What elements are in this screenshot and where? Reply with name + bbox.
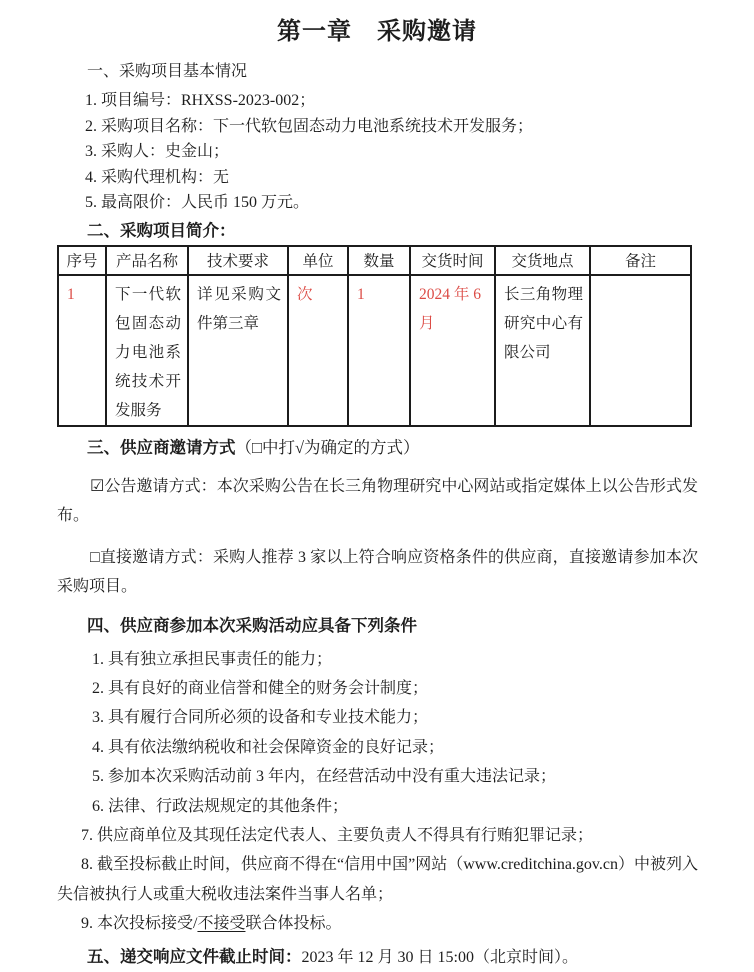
basic-info-list xyxy=(57,88,697,216)
cell-delivery-place: 长三角物理研究中心有限公司 xyxy=(495,275,590,426)
cell-unit: 次 xyxy=(288,275,348,426)
invitation-option-announcement xyxy=(57,472,698,530)
condition-item-9-suffix: 联合体投标。 xyxy=(245,915,342,933)
condition-item-6: 6. 法律、行政法规规定的其他条件； xyxy=(92,797,349,815)
cell-delivery-time: 2024 年 6 月 xyxy=(410,275,495,426)
cell-product-name: 下一代软包固态动力电池系统技术开发服务 xyxy=(106,275,188,426)
procurement-summary-table xyxy=(57,245,692,427)
basic-info-item-project-no: 1. 项目编号：RHXSS-2023-002； xyxy=(85,92,316,109)
option-direct-text: 直接邀请方式：采购人推荐 3 家以上符合响应资格条件的供应商，直接邀请参加本次采购项目。 xyxy=(57,548,698,595)
section-5-deadline-line xyxy=(87,942,697,972)
checked-checkbox-icon: ☑ xyxy=(90,477,105,495)
cell-remark xyxy=(590,275,691,426)
page-title: 第一章 采购邀请 xyxy=(277,19,477,45)
section-4-heading: 四、供应商参加本次采购活动应具备下列条件 xyxy=(87,615,417,635)
section-5-heading: 五、递交响应文件截止时间： xyxy=(87,946,302,966)
table-row xyxy=(58,275,691,426)
table-header-row xyxy=(58,246,691,275)
table-header-qty: 数量 xyxy=(348,246,410,275)
condition-item-2: 2. 具有良好的商业信誉和健全的财务会计制度； xyxy=(92,679,429,697)
option-announcement-text: 公告邀请方式：本次采购公告在长三角物理研究中心网站或指定媒体上以公告形式发布。 xyxy=(57,477,698,524)
basic-info-item-price-cap: 5. 最高限价：人民币 150 万元。 xyxy=(85,194,310,211)
condition-item-3: 3. 具有履行合同所必须的设备和专业技术能力； xyxy=(92,709,429,727)
condition-item-7: 7. 供应商单位及其现任法定代表人、主要负责人不得具有行贿犯罪记录； xyxy=(81,826,594,844)
condition-item-9 xyxy=(57,909,698,938)
table-header-delivery-place: 交货地点 xyxy=(495,246,590,275)
table-header-unit: 单位 xyxy=(288,246,348,275)
condition-item-5: 5. 参加本次采购活动前 3 年内，在经营活动中没有重大违法记录； xyxy=(92,768,557,786)
section-2-heading: 二、采购项目简介： xyxy=(87,220,236,240)
table-header-delivery-time: 交货时间 xyxy=(410,246,495,275)
condition-item-9-not-accept: 不接受 xyxy=(197,915,246,933)
basic-info-item-agency: 4. 采购代理机构：无 xyxy=(85,168,230,186)
condition-item-1: 1. 具有独立承担民事责任的能力； xyxy=(92,650,333,668)
condition-item-4: 4. 具有依法缴纳税收和社会保障资金的良好记录； xyxy=(92,738,445,756)
cell-tech-req: 详见采购文件第三章 xyxy=(188,275,288,426)
section-3-heading-title: 三、供应商邀请方式 xyxy=(87,437,236,457)
basic-info-item-project-name: 2. 采购项目名称：下一代软包固态动力电池系统技术开发服务； xyxy=(85,117,534,135)
deadline-value: 2023 年 12 月 30 日 15:00（北京时间）。 xyxy=(301,948,578,966)
condition-item-9-prefix: 9. 本次投标接受/ xyxy=(81,915,198,933)
cell-seq: 1 xyxy=(58,275,106,426)
supplier-conditions-list xyxy=(57,645,697,939)
cell-qty: 1 xyxy=(348,275,410,426)
invitation-option-direct xyxy=(57,543,698,601)
table-header-seq: 序号 xyxy=(58,246,106,275)
unchecked-checkbox-icon: □ xyxy=(90,548,100,566)
table-header-remark: 备注 xyxy=(590,246,691,275)
condition-item-8: 8. 截至投标截止时间，供应商不得在“信用中国”网站（www.creditchina.gov.cn）中被列入失信被执行人或重大税收违法案件当事人名单； xyxy=(57,856,698,903)
section-3-heading xyxy=(87,436,697,459)
section-1-heading: 一、采购项目基本情况 xyxy=(87,63,248,80)
table-header-product-name: 产品名称 xyxy=(106,246,188,275)
table-header-tech-req: 技术要求 xyxy=(188,246,288,275)
basic-info-item-purchaser: 3. 采购人：史金山； xyxy=(85,143,230,160)
section-3-heading-note: （□中打√为确定的方式） xyxy=(235,437,420,457)
